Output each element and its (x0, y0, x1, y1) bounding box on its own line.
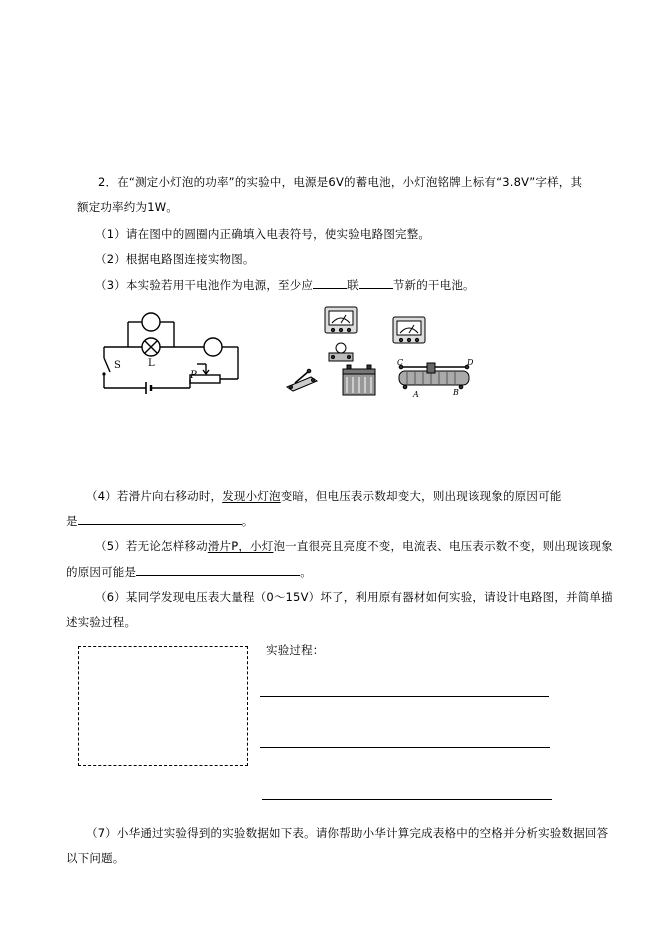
knife-switch (287, 369, 317, 391)
q2-line1: 2．在“测定小灯泡的功率”的实验中，电源是6V的蓄电池，小灯泡铭牌上标有“3.8V”字样，其 (98, 175, 583, 189)
label-d: D (467, 358, 474, 367)
part5-text-c: 泡一直很亮且亮度不变，电流表、电压表示数不变，则出现该现象 (273, 539, 613, 553)
label-c: C (397, 358, 404, 367)
label-b: B (453, 388, 459, 397)
process-line-3[interactable] (262, 799, 552, 800)
part4-text-e: 。 (241, 514, 254, 528)
part4-text-b: 发现小灯泡 (222, 489, 281, 503)
part5-blank[interactable] (136, 563, 300, 576)
part4-text-c: 变暗，但电压表示数却变大，则出现该现象的原因可能 (280, 489, 562, 503)
part3-blank-2[interactable] (359, 276, 393, 289)
part3-blank-1[interactable] (313, 276, 347, 289)
q2-part1: （1）请在图中的圆圈内正确填入电表符号，使实验电路图完整。 (95, 227, 431, 241)
q2-line2: 额定功率约为1W。 (77, 200, 178, 214)
part5-text-a: （5）若无论怎样移动 (95, 539, 208, 553)
part4-text-a: （4）若滑片向右移动时， (86, 489, 223, 503)
meter-1 (325, 307, 357, 333)
lamp-holder (329, 343, 353, 361)
circuit-design-box[interactable] (78, 646, 248, 766)
q2-part2: （2）根据电路图连接实物图。 (95, 252, 255, 266)
part5-line1 (95, 538, 613, 554)
part5-text-b: 滑片P，小灯 (207, 539, 274, 553)
meter-2 (393, 317, 425, 343)
part4-text-d: 是 (66, 514, 78, 528)
meter-circle-top (142, 313, 160, 331)
rheostat (399, 363, 469, 389)
part4-line1 (86, 488, 562, 504)
q2-part3 (95, 276, 475, 293)
part6-line1: （6）某同学发现电压表大量程（0～15V）坏了，利用原有器材如何实验，请设计电路图，并简单描 (95, 590, 613, 604)
process-line-2[interactable] (260, 747, 550, 748)
part7-line2: 以下问题。 (66, 851, 125, 865)
part6-line2: 述实验过程。 (66, 615, 137, 629)
battery (343, 365, 375, 395)
part3-text-a: （3）本实验若用干电池作为电源，至少应 (95, 278, 314, 292)
circuit-diagram (90, 306, 250, 396)
label-a: A (413, 390, 419, 399)
equipment-drawing (283, 303, 483, 403)
process-label: 实验过程： (266, 643, 325, 657)
switch-label: S (114, 360, 121, 371)
part5-line2 (66, 563, 312, 580)
process-line-1[interactable] (260, 696, 549, 697)
lamp-label: L (148, 358, 155, 369)
part5-text-d: 的原因可能是 (66, 565, 137, 579)
part4-line2 (66, 512, 253, 529)
part4-blank[interactable] (78, 512, 242, 525)
slider-label: P (190, 370, 197, 381)
meter-circle-right (204, 338, 222, 356)
part5-text-e: 。 (300, 565, 312, 579)
part3-text-c: 节新的干电池。 (392, 278, 475, 292)
part3-text-b: 联 (347, 278, 359, 292)
part7-line1: （7）小华通过实验得到的实验数据如下表。请你帮助小华计算完成表格中的空格并分析实验数据回答 (86, 826, 609, 840)
